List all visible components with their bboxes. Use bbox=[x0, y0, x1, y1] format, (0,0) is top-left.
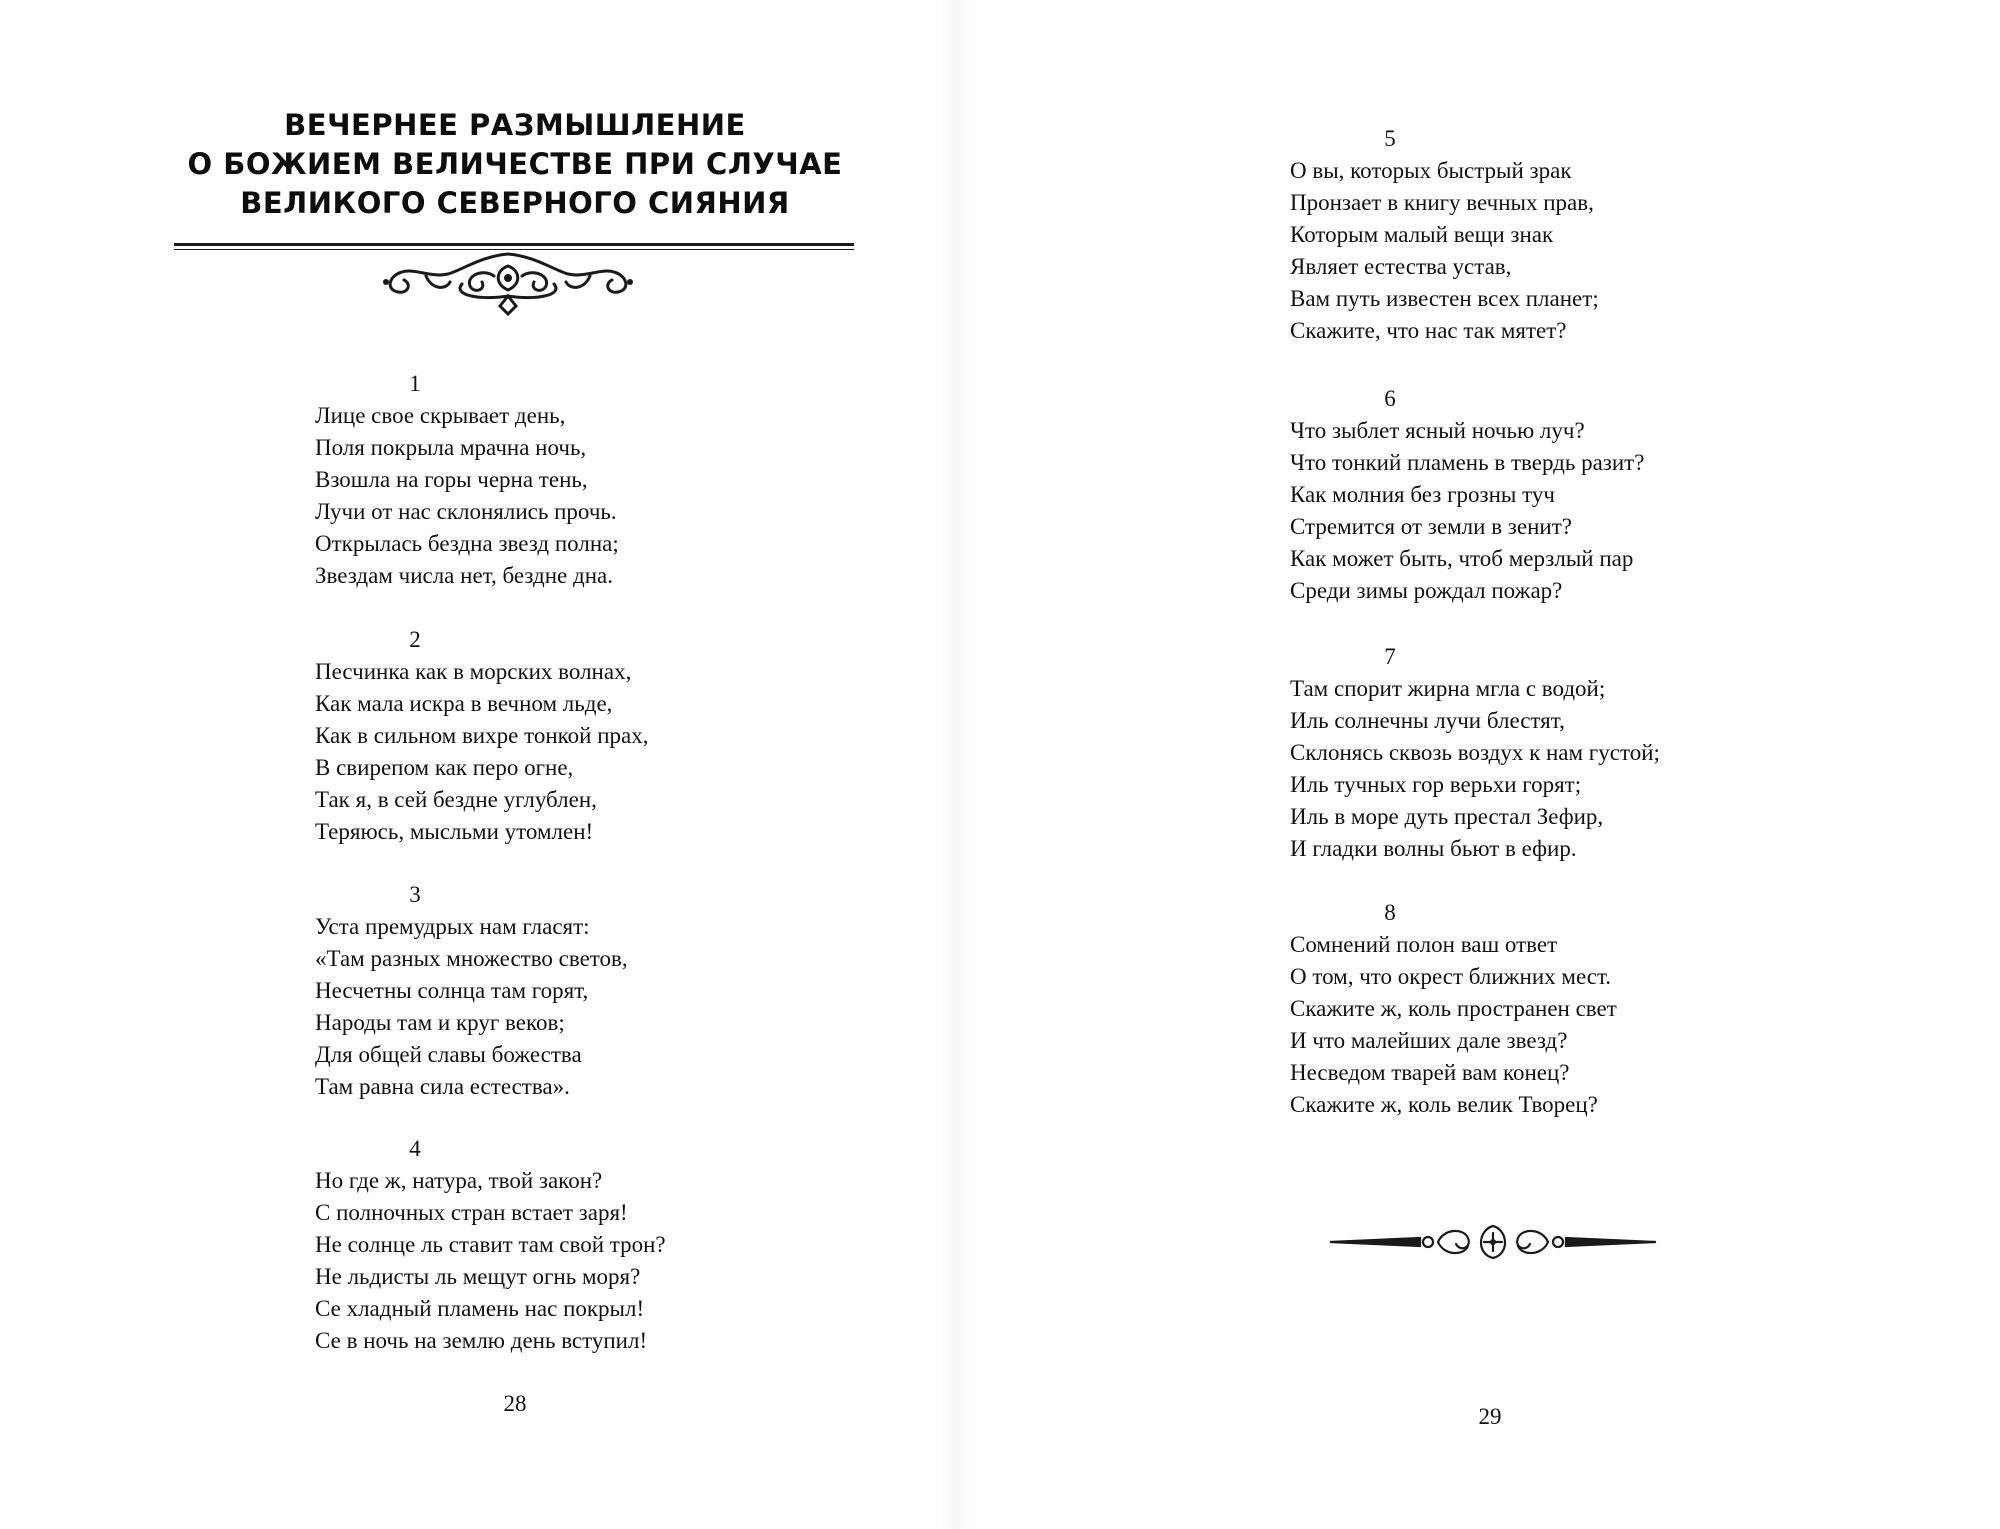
verse-line: Поля покрыла мрачна ночь, bbox=[315, 435, 587, 460]
stanza bbox=[1290, 123, 1599, 347]
stanza bbox=[1290, 383, 1644, 607]
verse-line: Сомнений полон ваш ответ bbox=[1290, 932, 1558, 957]
verse-line: Звездам числа нет, бездне дна. bbox=[315, 563, 613, 588]
stanza-number: 7 bbox=[1384, 644, 1396, 669]
stanza-number: 2 bbox=[409, 627, 421, 652]
verse-line: Там спорит жирна мгла с водой; bbox=[1290, 676, 1606, 701]
right-page bbox=[955, 0, 2000, 1529]
verse-line: Так я, в сей бездне углублен, bbox=[315, 787, 597, 812]
verse-line: Несчетны солнца там горят, bbox=[315, 978, 589, 1003]
verse-line: Песчинка как в морских волнах, bbox=[315, 659, 632, 684]
verse-line: Стремится от земли в зенит? bbox=[1290, 514, 1572, 539]
stanza bbox=[315, 1133, 666, 1357]
verse-line: Являет естества устав, bbox=[1290, 254, 1512, 279]
verse-line: Что зыблет ясный ночью луч? bbox=[1290, 418, 1585, 443]
page-number-left: 28 bbox=[503, 1391, 527, 1416]
end-flourish-ornament-icon bbox=[1328, 1220, 1658, 1264]
stanza bbox=[315, 879, 628, 1103]
stanza-number: 8 bbox=[1384, 900, 1396, 925]
verse-line: Лице свое скрывает день, bbox=[315, 403, 566, 428]
verse-line: Иль тучных гор верьхи горят; bbox=[1290, 772, 1582, 797]
verse-line: Пронзает в книгу вечных прав, bbox=[1290, 190, 1594, 215]
verse-line: Как молния без грозны туч bbox=[1290, 482, 1555, 507]
left-page bbox=[0, 0, 955, 1529]
verse-line: Не льдисты ль мещут огнь моря? bbox=[315, 1264, 641, 1289]
verse-line: О вы, которых быстрый зрак bbox=[1290, 158, 1572, 183]
verse-line: С полночных стран встает заря! bbox=[315, 1200, 628, 1225]
verse-line: Как в сильном вихре тонкой прах, bbox=[315, 723, 649, 748]
stanza-number: 1 bbox=[409, 371, 421, 396]
verse-line: «Там разных множество светов, bbox=[315, 946, 628, 971]
verse-line: Которым малый вещи знак bbox=[1290, 222, 1554, 247]
verse-line: И что малейших дале звезд? bbox=[1290, 1028, 1568, 1053]
verse-line: Скажите, что нас так мятет? bbox=[1290, 318, 1567, 343]
verse-line: Уста премудрых нам гласят: bbox=[315, 914, 590, 939]
verse-line: Теряюсь, мысльми утомлен! bbox=[315, 819, 594, 844]
verse-line: Вам путь известен всех планет; bbox=[1290, 286, 1599, 311]
stanza-number: 3 bbox=[409, 882, 421, 907]
verse-line: Иль солнечны лучи блестят, bbox=[1290, 708, 1565, 733]
verse-line: О том, что окрест ближних мест. bbox=[1290, 964, 1612, 989]
verse-line: Там равна сила естества». bbox=[315, 1074, 570, 1099]
title-line: ВЕЧЕРНЕЕ РАЗМЫШЛЕНИЕ bbox=[284, 108, 746, 142]
verse-line: Среди зимы рождал пожар? bbox=[1290, 578, 1563, 603]
stanza-number: 4 bbox=[409, 1136, 421, 1161]
verse-line: Склонясь сквозь воздух к нам густой; bbox=[1290, 740, 1660, 765]
stanza bbox=[315, 624, 648, 848]
verse-line: В свирепом как перо огне, bbox=[315, 755, 574, 780]
verse-line: Что тонкий пламень в твердь разит? bbox=[1290, 450, 1645, 475]
title-line: ВЕЛИКОГО СЕВЕРНОГО СИЯНИЯ bbox=[240, 186, 790, 220]
verse-line: Взошла на горы черна тень, bbox=[315, 467, 588, 492]
stanza-number: 5 bbox=[1384, 126, 1396, 151]
verse-line: Народы там и круг веков; bbox=[315, 1010, 565, 1035]
verse-line: Открылась бездна звезд полна; bbox=[315, 531, 619, 556]
verse-line: Скажите ж, коль велик Творец? bbox=[1290, 1092, 1598, 1117]
stanza-number: 6 bbox=[1384, 386, 1396, 411]
verse-line: И гладки волны бьют в ефир. bbox=[1290, 836, 1577, 861]
verse-line: Для общей славы божества bbox=[315, 1042, 582, 1067]
stanza bbox=[1290, 641, 1660, 865]
title-line: О БОЖИЕМ ВЕЛИЧЕСТВЕ ПРИ СЛУЧАЕ bbox=[187, 147, 843, 181]
stanza bbox=[315, 368, 619, 592]
poem-title bbox=[175, 106, 855, 223]
stanza bbox=[1290, 897, 1617, 1121]
verse-line: Иль в море дуть престал Зефир, bbox=[1290, 804, 1604, 829]
verse-line: Несведом тварей вам конец? bbox=[1290, 1060, 1570, 1085]
verse-line: Не солнце ль ставит там свой трон? bbox=[315, 1232, 666, 1257]
verse-line: Скажите ж, коль пространен свет bbox=[1290, 996, 1617, 1021]
scroll-ornament-icon bbox=[362, 246, 654, 316]
verse-line: Се в ночь на землю день вступил! bbox=[315, 1328, 648, 1353]
page-number-right: 29 bbox=[1478, 1404, 1502, 1429]
verse-line: Как может быть, чтоб мерзлый пар bbox=[1290, 546, 1634, 571]
verse-line: Се хладный пламень нас покрыл! bbox=[315, 1296, 645, 1321]
verse-line: Но где ж, натура, твой закон? bbox=[315, 1168, 603, 1193]
verse-line: Как мала искра в вечном льде, bbox=[315, 691, 613, 716]
verse-line: Лучи от нас склонялись прочь. bbox=[315, 499, 617, 524]
